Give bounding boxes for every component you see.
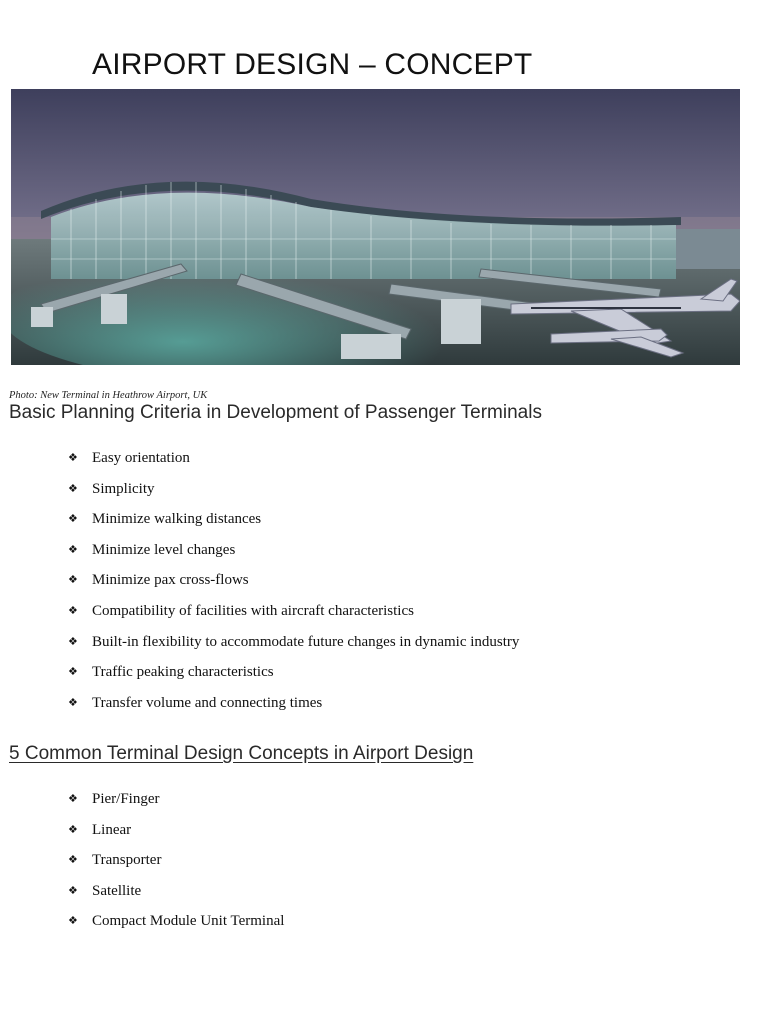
diamond-bullet-icon: ❖ bbox=[68, 884, 78, 897]
page-title: AIRPORT DESIGN – CONCEPT bbox=[92, 48, 533, 81]
diamond-bullet-icon: ❖ bbox=[68, 793, 78, 805]
section-heading-planning-criteria: Basic Planning Criteria in Development of Passenger Terminals bbox=[9, 402, 542, 423]
list-item: ❖ Simplicity bbox=[68, 480, 155, 497]
list-item: ❖ Built-in flexibility to accommodate future changes in dynamic industry bbox=[68, 633, 520, 650]
list-item: ❖ Compact Module Unit Terminal bbox=[68, 913, 285, 930]
diamond-bullet-icon: ❖ bbox=[68, 696, 78, 709]
diamond-bullet-icon: ❖ bbox=[68, 666, 78, 679]
list-item: ❖ Transporter bbox=[68, 852, 162, 869]
list-item: ❖ Easy orientation bbox=[68, 450, 190, 466]
list-item: ❖ Transfer volume and connecting times bbox=[68, 694, 323, 711]
diamond-bullet-icon: ❖ bbox=[68, 604, 78, 617]
section-heading-design-concepts: 5 Common Terminal Design Concepts in Airport Design bbox=[9, 743, 474, 764]
photo-caption: Photo: New Terminal in Heathrow Airport, UK bbox=[9, 390, 208, 401]
diamond-bullet-icon: ❖ bbox=[68, 823, 78, 836]
terminal-photo bbox=[11, 89, 740, 365]
diamond-bullet-icon: ❖ bbox=[68, 635, 78, 648]
list-item: ❖ Compatibility of facilities with aircraft characteristics bbox=[68, 602, 414, 619]
planning-criteria-list bbox=[68, 449, 519, 724]
diamond-bullet-icon: ❖ bbox=[68, 513, 78, 526]
list-item: ❖ Linear bbox=[68, 821, 132, 838]
diamond-bullet-icon: ❖ bbox=[68, 915, 78, 928]
list-item: ❖ Traffic peaking characteristics bbox=[68, 664, 274, 681]
diamond-bullet-icon: ❖ bbox=[68, 574, 78, 587]
list-item: ❖ Minimize pax cross-flows bbox=[68, 572, 249, 589]
list-item: ❖ Pier/Finger bbox=[68, 791, 160, 807]
diamond-bullet-icon: ❖ bbox=[68, 543, 78, 556]
list-item: ❖ Minimize walking distances bbox=[68, 511, 262, 528]
diamond-bullet-icon: ❖ bbox=[68, 482, 78, 495]
list-item: ❖ Minimize level changes bbox=[68, 541, 236, 558]
diamond-bullet-icon: ❖ bbox=[68, 854, 78, 867]
diamond-bullet-icon: ❖ bbox=[68, 452, 78, 464]
design-concepts-list bbox=[68, 790, 284, 943]
list-item: ❖ Satellite bbox=[68, 882, 142, 899]
